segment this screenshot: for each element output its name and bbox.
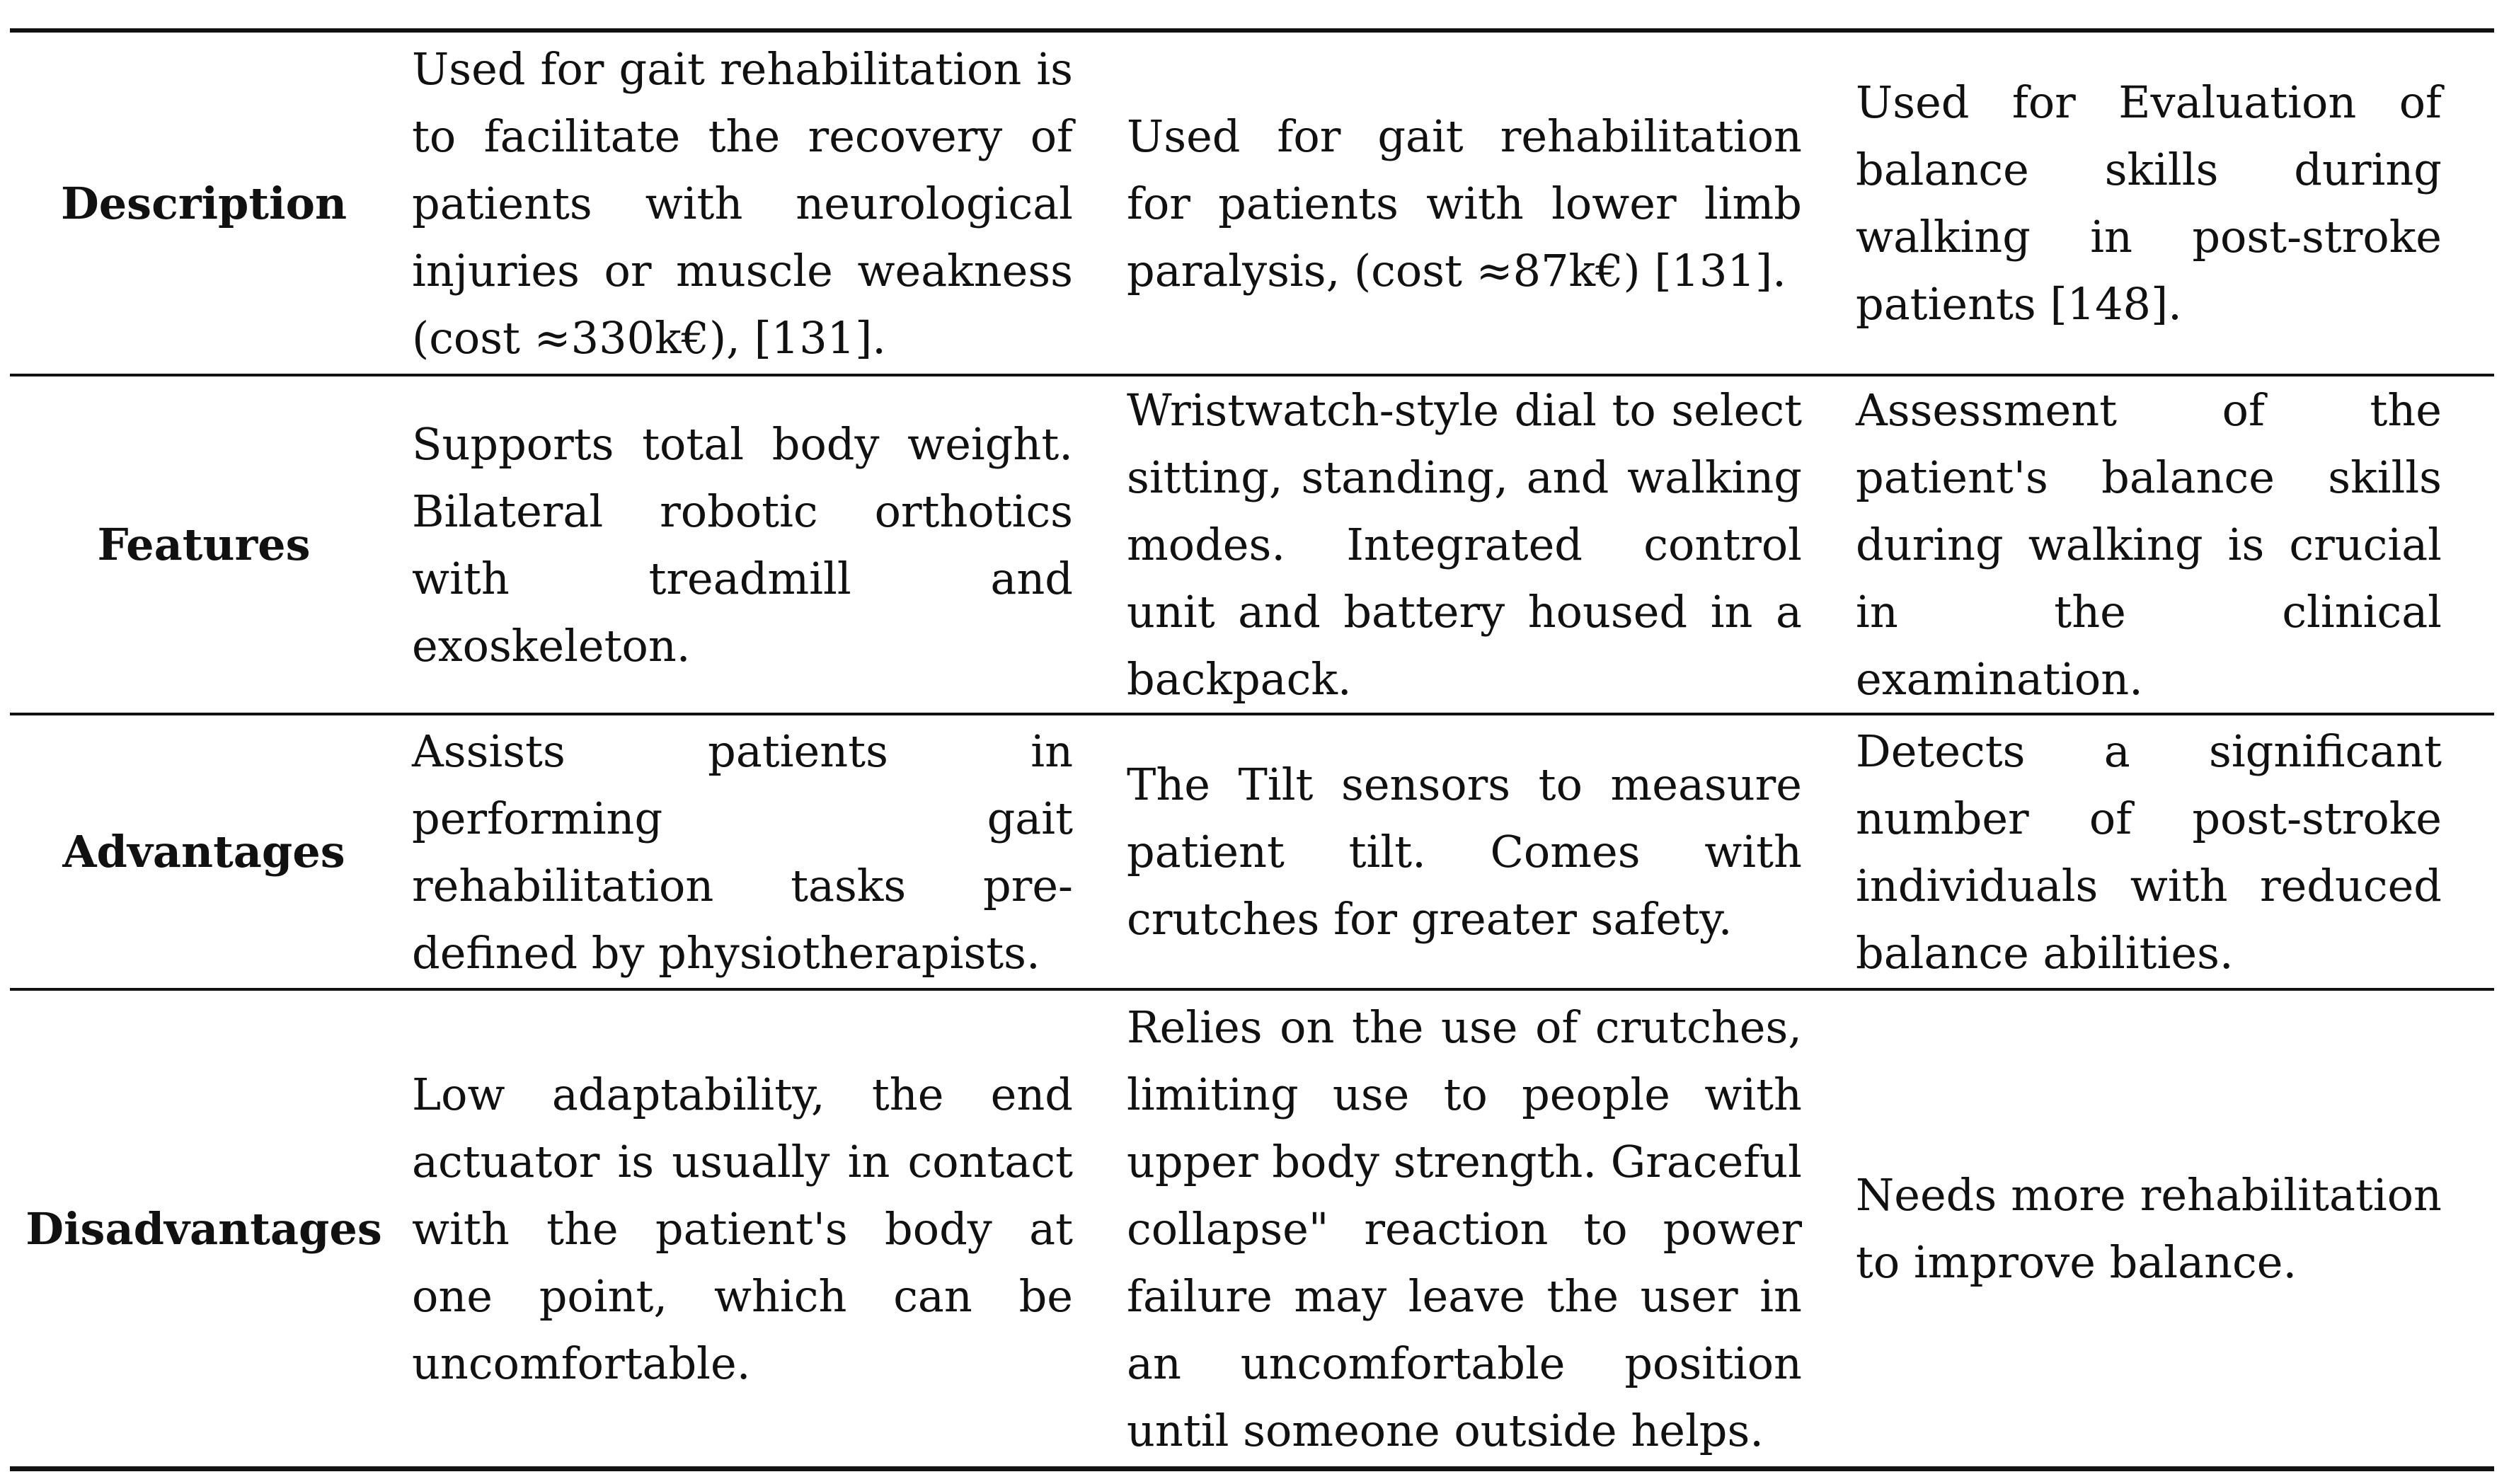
table-cell: Relies on the use of crutches, limiting use to people with upper body strength. Graceful collapse" reaction to power failure may leave the user in an uncomfortable position until someone outside helps. xyxy=(1127,1001,1802,1456)
table-row-disadvantages xyxy=(10,989,2494,1469)
table-row-description xyxy=(10,30,2494,375)
row-label: Description xyxy=(60,177,348,229)
row-label: Disadvantages xyxy=(25,1202,382,1255)
table-cell: The Tilt sensors to measure patient tilt. Comes with crutches for greater safety. xyxy=(1127,759,1802,945)
table-row-advantages xyxy=(10,714,2494,989)
table-cell: Needs more rehabilitation to improve balance. xyxy=(1856,1169,2442,1288)
table-row-features xyxy=(10,375,2494,714)
row-label: Advantages xyxy=(62,826,345,878)
row-label: Features xyxy=(97,519,311,570)
table-cell: Detects a significant number of post-stroke individuals with reduced balance abilities. xyxy=(1856,725,2442,979)
table-cell: Supports total body weight. Bilateral robotic orthotics with treadmill and exoskeleton. xyxy=(412,418,1073,672)
comparison-table xyxy=(10,28,2494,1471)
table-cell: Low adaptability, the end actuator is usually in contact with the patient's body at one point, which can be uncomfortable. xyxy=(412,1068,1073,1389)
table-cell: Used for gait rehabilitation for patients with lower limb paralysis, (cost ≈87k€) [131]. xyxy=(1127,110,1802,297)
table-cell: Used for Evaluation of balance skills during walking in post-stroke patients [148]. xyxy=(1856,76,2442,330)
table-cell: Assessment of the patient's balance skills during walking is crucial in the clinical examination. xyxy=(1856,384,2442,705)
table-cell: Assists patients in performing gait rehabilitation tasks pre-defined by physiotherapists. xyxy=(412,725,1073,979)
table-cell: Used for gait rehabilitation is to facilitate the recovery of patients with neurological injuries or muscle weakness (cost ≈330k€), [131]. xyxy=(412,42,1073,364)
table-cell: Wristwatch-style dial to select sitting, standing, and walking modes. Integrated control unit and battery housed in a backpack. xyxy=(1127,384,1802,705)
